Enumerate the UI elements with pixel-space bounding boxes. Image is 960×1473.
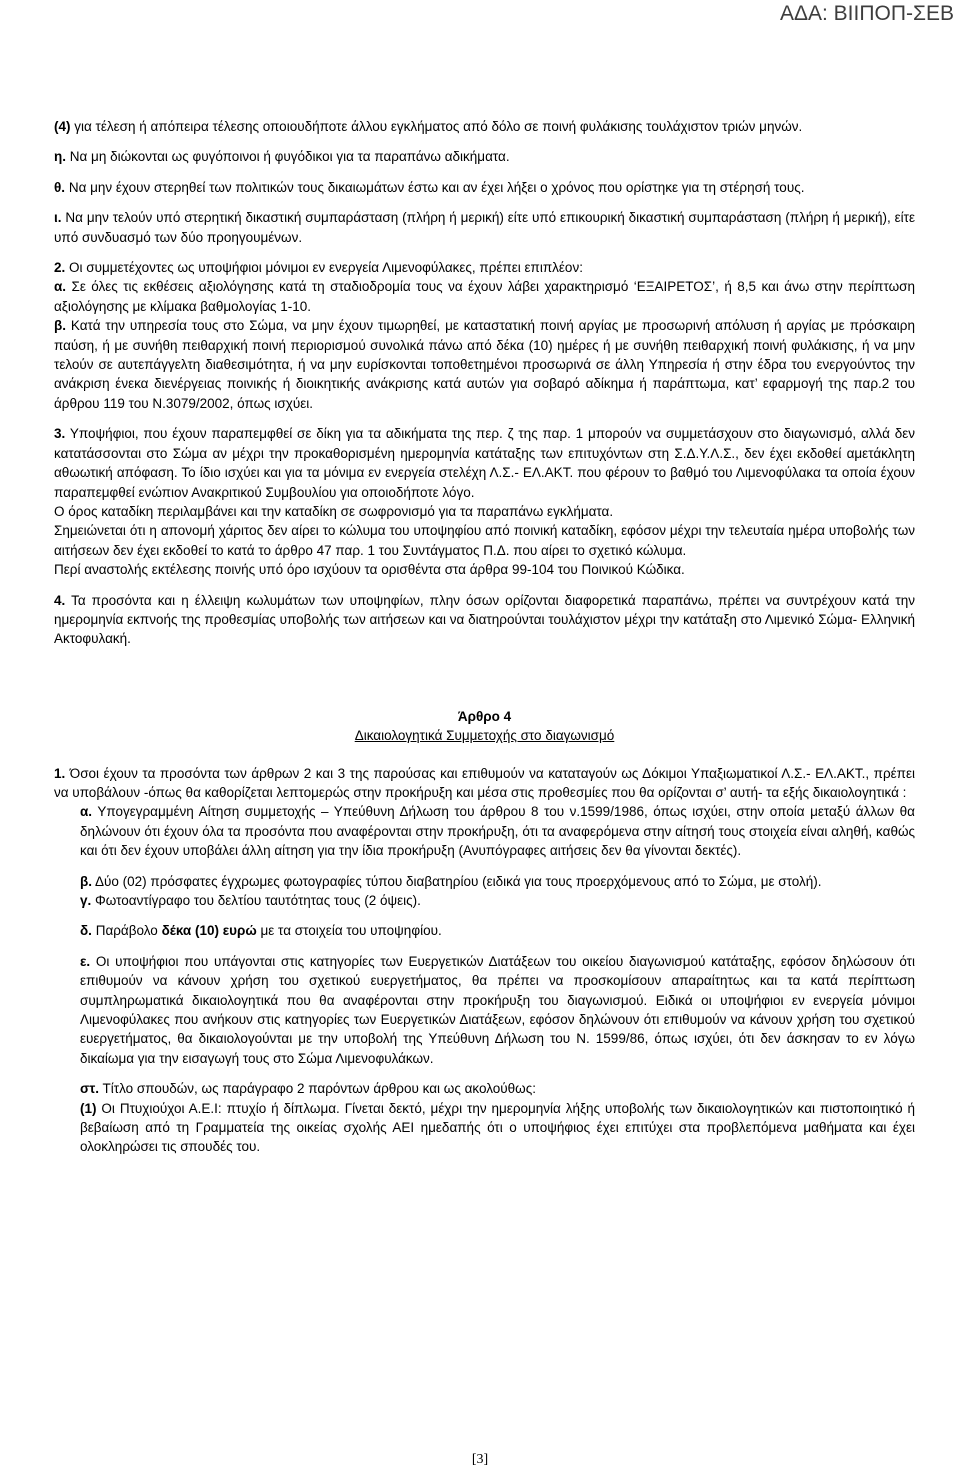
item-text: για τέλεση ή απόπειρα τέλεσης οποιουδήποτε άλλου εγκλήματος από δόλο σε ποινή φυλάκισης τουλάχιστον τριών μηνών. <box>70 119 803 134</box>
item-number: (1) <box>80 1100 97 1116</box>
item-text: Οι Πτυχιούχοι Α.Ε.Ι: πτυχίο ή δίπλωμα. Γίνεται δεκτό, μέχρι την ημερομηνία λήξης υποβολής των δικαιολογητικών και πιστοποιητικό ή βεβαίωση από τη Γραμματεία της οικείας σχολής ΑΕΙ ημεδαπής ότι ο υποψήφιος έχει επιτύχει στα προβλεπόμενα μαθήματα και έχει ολοκληρώσει τις σπουδές του. <box>80 1100 915 1155</box>
item-number: α. <box>80 804 93 820</box>
item-text: Οι υποψήφιοι που υπάγονται στις κατηγορίες των Ευεργετικών Διατάξεων του οικείου διαγωνισμού κατάταξης, εφόσον δηλώσουν ότι επιθυμούν να κάνουν χρήση του σχετικού ευεργετήματος, θα πρέπει να προσκομίσουν απαραίτητως και τα κατά περίπτωση συμπληρωματικά δικαιολογητικά που θα αναφέρονται στην προκήρυξη του διαγωνισμού. Ειδικά οι υποψήφιοι εν ενεργεία μόνιμοι Λιμενοφύλακες που ανήκουν στις κατηγορίες των Ευεργετικών Διατάξεων, εφόσον δηλώνουν ότι επιθυμούν να κάνουν χρήση του σχετικού ευεργετήματος, θα δικαιολογούνται με την υποβολή της Υπεύθυνη Δήλωση του Ν. 1599/86, όπως ισχύει, ότι δεν άσκησαν το εν λόγω δικαίωμα για την εισαγωγή τους στο Σώμα Λιμενοφυλάκων. <box>80 953 915 1066</box>
paragraph-section-3 <box>54 424 915 502</box>
paragraph-section-4 <box>54 591 915 649</box>
article-4-item-d <box>54 921 915 940</box>
paragraph-eta <box>54 147 915 166</box>
page-number: [3] <box>471 1452 489 1467</box>
ada-document-code: ΑΔΑ: ΒΙΙΠΟΠ-ΣΕΒ <box>779 2 954 25</box>
paragraph-section-2 <box>54 258 915 277</box>
paragraph-section-2-b <box>54 316 915 413</box>
paragraph-section-3-pardon: Σημειώνεται ότι η απονομή χάριτος δεν αίρει το κώλυμα του υποψηφίου από ποινική καταδίκη, εφόσον μέχρι την τελευταία ημέρα υποβολής των αιτήσεων δεν έχει εκδοθεί το κατά το άρθρο 47 παρ. 1 του Συντάγματος Π.Δ. που αίρει το σχετικό κώλυμα. <box>54 523 915 558</box>
item-number: 3. <box>54 426 66 442</box>
item-number: 2. <box>54 260 66 276</box>
item-number: 1. <box>54 765 66 781</box>
item-text: με τα στοιχεία του υποψηφίου. <box>256 923 442 939</box>
paragraph-section-3-conviction: Ο όρος καταδίκη περιλαμβάνει και την καταδίκη σε σωφρονισμό για τα παραπάνω εγκλήματα. <box>54 503 614 519</box>
item-text: Υπογεγραμμένη Αίτηση συμμετοχής – Υπεύθυνη Δήλωση του άρθρου 8 του ν.1599/1986, όπως ισχύει, στην οποία μεταξύ άλλων θα δηλώνουν ότι έχουν όλα τα προσόντα που αναφέρονται στην προκήρυξη, ότι τα αναφερόμενα στην αίτησή τους στοιχεία είναι αληθή, καθώς και ότι δεν έχουν υποβάλει άλλη αίτηση για την ίδια προκήρυξη (Ανυπόγραφες αιτήσεις δεν θα γίνονται δεκτές). <box>80 804 915 859</box>
paragraph-section-3-suspension: Περί αναστολής εκτέλεσης ποινής υπό όρο ισχύουν τα ορισθέντα στα άρθρα 99-104 του Ποινικού Κώδικα. <box>54 562 685 578</box>
article-subtitle: Δικαιολογητικά Συμμετοχής στο διαγωνισμό <box>354 728 615 744</box>
item-number: γ. <box>80 893 92 908</box>
item-text: Δύο (02) πρόσφατες έγχρωμες φωτογραφίες τύπου διαβατηρίου (ειδικά για τους προερχόμενους από το Σώμα, με στολή). <box>92 873 822 889</box>
item-number: 4. <box>54 592 66 608</box>
paragraph-section-2-a <box>54 277 915 316</box>
paragraph-item-4 <box>54 117 915 136</box>
item-text: Να μη διώκονται ως φυγόποινοι ή φυγόδικοι για τα παραπάνω αδικήματα. <box>66 149 510 165</box>
item-number: α. <box>54 279 67 295</box>
item-text: Όσοι έχουν τα προσόντα των άρθρων 2 και 3 της παρούσας και επιθυμούν να καταταγούν ως Δόκιμοι Υπαξιωματικοί Λ.Σ.- ΕΛ.ΑΚΤ., πρέπει να υποβάλουν -όπως θα καθορίζεται λεπτομερώς στην προκήρυξη και μέσα στις προθεσμίες που θα ορίζονται σ’ αυτή- τα εξής δικαιολογητικά : <box>54 765 915 800</box>
item-text: Τα προσόντα και η έλλειψη κωλυμάτων των υποψηφίων, πλην όσων ορίζονται διαφορετικά παραπάνω, πρέπει να συντρέχουν κατά την ημερομηνία εκπνοής της προθεσμίας υποβολής των αιτήσεων και να διατηρούνται τουλάχιστον μέχρι την κατάταξη στο Λιμενικό Σώμα- Ελληνική Ακτοφυλακή. <box>54 592 915 647</box>
document-body <box>54 117 915 1157</box>
item-text: Οι συμμετέχοντες ως υποψήφιοι μόνιμοι εν ενεργεία Λιμενοφύλακες, πρέπει επιπλέον: <box>65 260 583 276</box>
article-4-item-a <box>54 802 915 860</box>
article-4-item-e <box>54 952 915 1068</box>
item-number: η. <box>54 149 66 165</box>
article-4-paragraph-1 <box>54 764 915 803</box>
item-number: β. <box>80 873 92 889</box>
item-text: Κατά την υπηρεσία τους στο Σώμα, να μην έχουν τιμωρηθεί, με καταστατική ποινή αργίας με προσωρινή απόλυση ή αργίας με πρόσκαιρη παύση, ή με συνήθη πειθαρχική ποινή περιορισμού συνολικά πάνω από δέκα (10) ημέρες ή με συνήθη πειθαρχική ποινή φυλάκισης, ή να μην τελούν σε αυτεπάγγελτη διαθεσιμότητα, ή να μην ευρίσκονται τοποθετημένοι προσωρινά σε άλλη Υπηρεσία ή στην έδρα του ενεργούντος την ανάκριση ένεκα διενέργειας ποινικής ή διοικητικής ανάκρισης κατά αυτών για σοβαρό αδίκημα ή παράπτωμα, κατ’ εφαρμογή της παρ.2 του άρθρου 119 του Ν.3079/2002, όπως ισχύει. <box>54 318 915 411</box>
article-4-item-st-1 <box>54 1099 915 1157</box>
item-number: (4) <box>54 119 71 134</box>
item-number: β. <box>54 318 66 334</box>
item-number: ι. <box>54 210 62 226</box>
item-text: Τίτλο σπουδών, ως παράγραφο 2 παρόντων άρθρου και ως ακολούθως: <box>99 1081 536 1097</box>
article-title: Άρθρο 4 <box>457 708 512 724</box>
item-number: ε. <box>80 953 91 969</box>
item-text: Να μην τελούν υπό στερητική δικαστική συμπαράσταση (πλήρη ή μερική) είτε υπό επικουρική δικαστική συμπαράσταση (πλήρη ή μερική), είτε υπό συνδυασμό των δύο προηγουμένων. <box>54 210 915 245</box>
item-text: Υποψήφιοι, που έχουν παραπεμφθεί σε δίκη για τα αδικήματα της περ. ζ της παρ. 1 μπορούν να συμμετάσχουν στο διαγωνισμό, αλλά δεν κατατάσσονται στο Σώμα αν μέχρι την προκαθορισμένη ημερομηνία κατάταξης των επιτυχόντων στη Σ.Δ.Υ.Λ.Σ., δεν έχει εκδοθεί αμετάκλητη αθωωτική απόφαση. Το ίδιο ισχύει και για τα μόνιμα εν ενεργεία στελέχη Λ.Σ.- ΕΛ.ΑΚΤ. που φέρουν το βαθμό του Λιμενοφύλακα τα οποία έχουν παραπεμφθεί ενώπιον Ανακριτικού Συμβουλίου για οποιοδήποτε λόγο. <box>54 426 915 500</box>
article-4-item-b <box>54 872 915 891</box>
article-4-item-st <box>54 1079 915 1098</box>
item-number: δ. <box>80 923 92 939</box>
item-text: Παράβολο <box>91 923 162 939</box>
item-number: θ. <box>54 179 66 195</box>
item-text: Φωτοαντίγραφο του δελτίου ταυτότητας τους (2 όψεις). <box>91 893 421 908</box>
item-number: στ. <box>80 1081 100 1097</box>
fee-amount: δέκα (10) ευρώ <box>161 923 257 939</box>
item-text: Να μην έχουν στερηθεί των πολιτικών τους δικαιωμάτων έστω και αν έχει λήξει ο χρόνος που ορίστηκε για τη στέρησή τους. <box>65 179 805 195</box>
item-text: Σε όλες τις εκθέσεις αξιολόγησης κατά τη σταδιοδρομία τους να έχουν λάβει χαρακτηρισμό ‘ΕΞΑΙΡΕΤΟΣ’, ή 8,5 και άνω στην περίπτωση αξιολόγησης με κλίμακα βαθμολογίας 1-10. <box>54 279 915 314</box>
paragraph-iota <box>54 208 915 247</box>
article-4-item-g <box>54 891 915 910</box>
paragraph-theta <box>54 178 915 197</box>
